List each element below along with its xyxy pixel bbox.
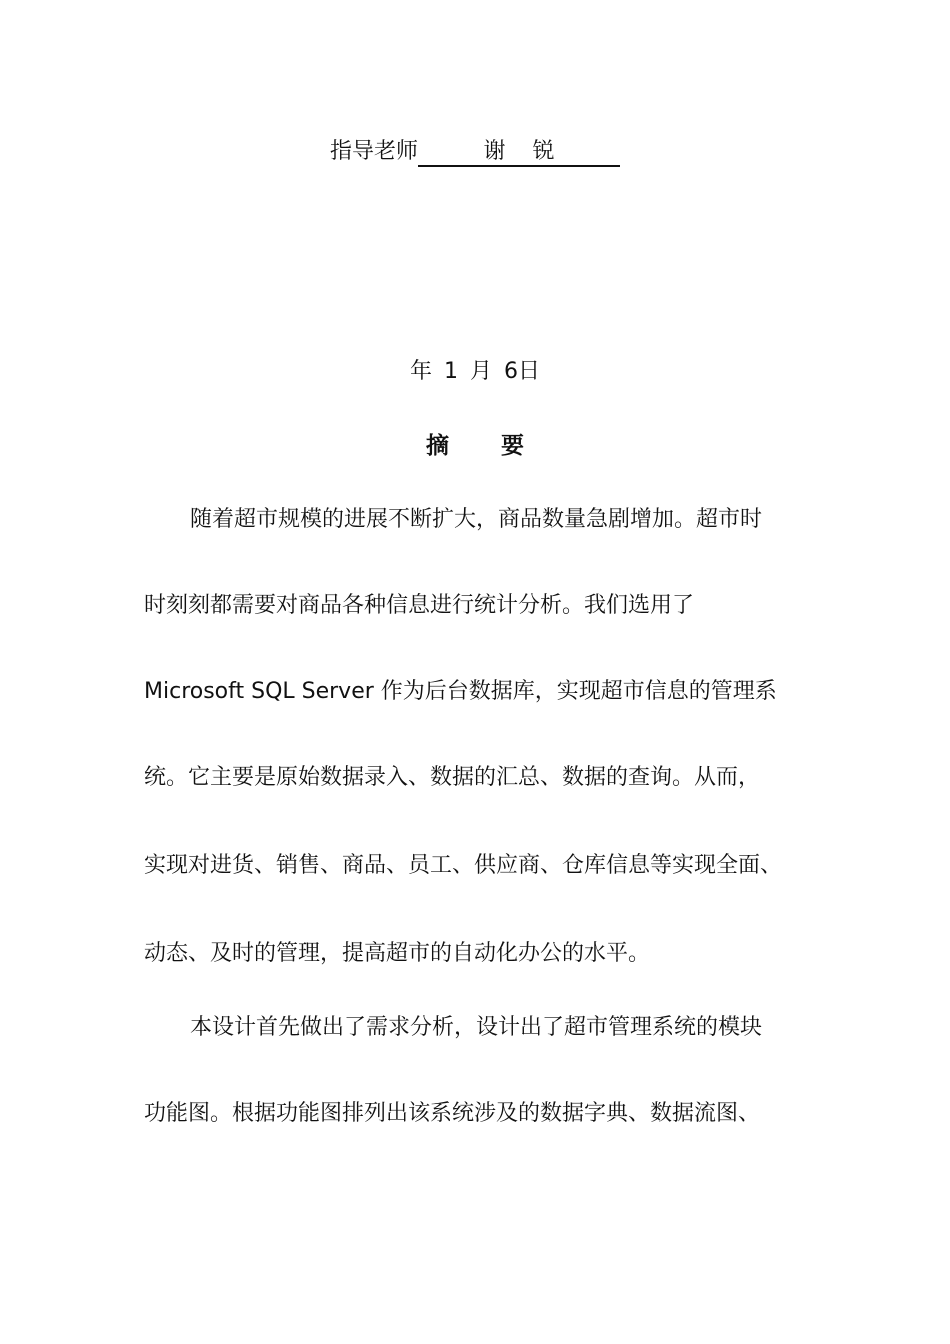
paragraph-line: 本设计首先做出了需求分析，设计出了超市管理系统的模块 [190,1015,763,1040]
advisor-line [0,136,950,168]
paragraph-line: 实现对进货、销售、商品、员工、供应商、仓库信息等实现全面、 [144,853,783,878]
paragraph-line: 统。它主要是原始数据录入、数据的汇总、数据的查询。从而， [144,765,761,790]
advisor-name: 谢 锐 [418,139,620,167]
paragraph-line: 随着超市规模的进展不断扩大，商品数量急剧增加。超市时 [190,507,763,532]
date-year-suffix: 年 [409,359,432,384]
advisor-label: 指导老师 [329,139,418,164]
date-month-suffix: 月 [469,359,492,384]
date-month: 1 [443,359,458,384]
date-day: 6 [504,359,518,384]
date-line [0,356,950,388]
paragraph-line: Microsoft SQL Server 作为后台数据库，实现超市信息的管理系 [144,679,777,704]
paragraph-line: 功能图。根据功能图排列出该系统涉及的数据字典、数据流图、 [144,1101,761,1126]
paragraph-line: 动态、及时的管理，提高超市的自动化办公的水平。 [144,941,651,966]
abstract-title: 摘 要 [425,433,546,459]
paragraph-line: 时刻刻都需要对商品各种信息进行统计分析。我们选用了 [144,593,695,618]
date-day-suffix: 日 [518,359,541,384]
